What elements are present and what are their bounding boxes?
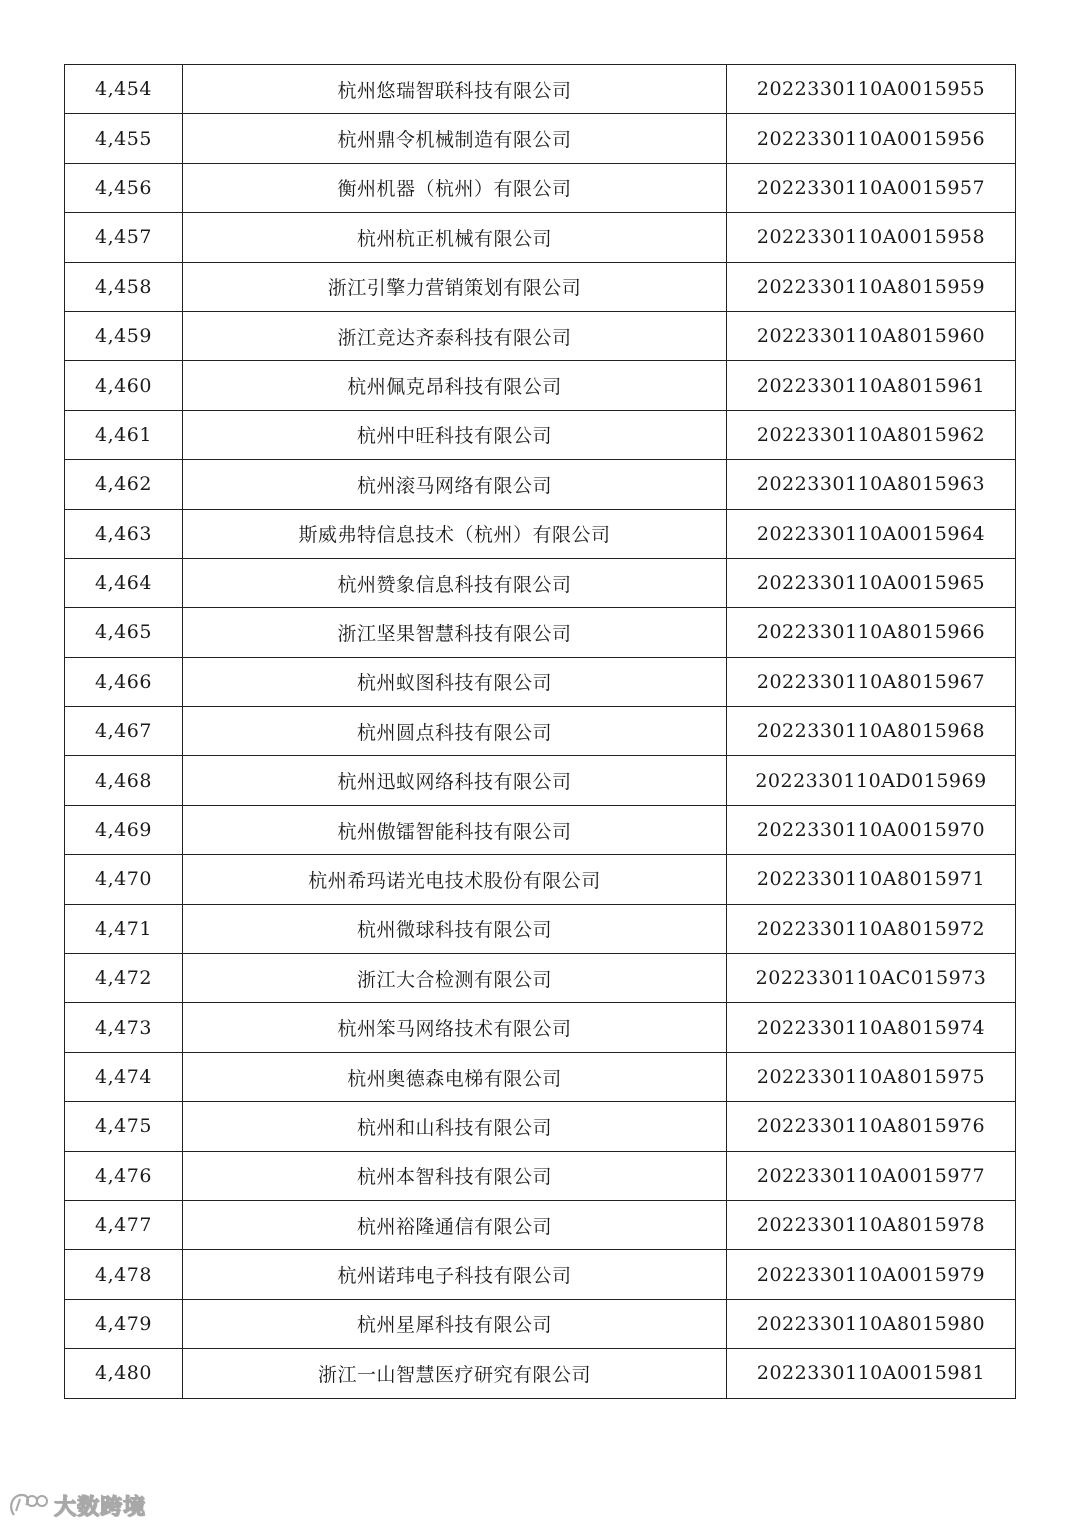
brand-logo-icon: [6, 1489, 50, 1521]
table-row: [65, 707, 1016, 756]
registration-code: 2022330110A8015978: [727, 1200, 1016, 1249]
registration-code: 2022330110A8015960: [727, 311, 1016, 360]
table-row: [65, 1151, 1016, 1200]
table-row: [65, 460, 1016, 509]
row-number: 4,480: [65, 1349, 183, 1398]
company-name: 杭州奥德森电梯有限公司: [183, 1052, 727, 1101]
row-number: 4,465: [65, 608, 183, 657]
table-row: [65, 1250, 1016, 1299]
registration-code: 2022330110A8015980: [727, 1299, 1016, 1348]
table-row: [65, 114, 1016, 163]
row-number: 4,455: [65, 114, 183, 163]
company-name: 杭州和山科技有限公司: [183, 1102, 727, 1151]
company-name: 杭州鼎令机械制造有限公司: [183, 114, 727, 163]
company-name: 杭州微球科技有限公司: [183, 904, 727, 953]
registration-code: 2022330110A8015972: [727, 904, 1016, 953]
table-row: [65, 1102, 1016, 1151]
registration-code: 2022330110A0015958: [727, 213, 1016, 262]
registration-code: 2022330110A8015975: [727, 1052, 1016, 1101]
company-name: 杭州星犀科技有限公司: [183, 1299, 727, 1348]
watermark-text: 大数跨境: [54, 1494, 147, 1520]
table-row: [65, 163, 1016, 212]
row-number: 4,462: [65, 460, 183, 509]
row-number: 4,467: [65, 707, 183, 756]
table-row: [65, 756, 1016, 805]
registration-code: 2022330110A8015971: [727, 855, 1016, 904]
company-name: 杭州滚马网络有限公司: [183, 460, 727, 509]
registration-code: 2022330110A0015981: [727, 1349, 1016, 1398]
table-row: [65, 1299, 1016, 1348]
company-name: 浙江坚果智慧科技有限公司: [183, 608, 727, 657]
registration-code: 2022330110A0015955: [727, 65, 1016, 114]
row-number: 4,468: [65, 756, 183, 805]
registration-code: 2022330110A8015976: [727, 1102, 1016, 1151]
company-name: 浙江竞达齐泰科技有限公司: [183, 311, 727, 360]
company-name: 杭州傲镭智能科技有限公司: [183, 805, 727, 854]
row-number: 4,461: [65, 410, 183, 459]
company-name: 浙江引擎力营销策划有限公司: [183, 262, 727, 311]
row-number: 4,458: [65, 262, 183, 311]
row-number: 4,478: [65, 1250, 183, 1299]
row-number: 4,464: [65, 558, 183, 607]
company-name: 杭州悠瑞智联科技有限公司: [183, 65, 727, 114]
company-name: 杭州赞象信息科技有限公司: [183, 558, 727, 607]
table-row: [65, 608, 1016, 657]
company-name: 浙江大合检测有限公司: [183, 954, 727, 1003]
row-number: 4,457: [65, 213, 183, 262]
row-number: 4,471: [65, 904, 183, 953]
registration-code: 2022330110A0015964: [727, 509, 1016, 558]
company-name: 杭州诺玮电子科技有限公司: [183, 1250, 727, 1299]
table-row: [65, 361, 1016, 410]
row-number: 4,456: [65, 163, 183, 212]
registration-code: 2022330110A0015979: [727, 1250, 1016, 1299]
row-number: 4,470: [65, 855, 183, 904]
company-name: 杭州希玛诺光电技术股份有限公司: [183, 855, 727, 904]
row-number: 4,459: [65, 311, 183, 360]
company-name: 衡州机器（杭州）有限公司: [183, 163, 727, 212]
registration-code: 2022330110AD015969: [727, 756, 1016, 805]
table-body: [65, 65, 1016, 1399]
registration-code: 2022330110A8015962: [727, 410, 1016, 459]
row-number: 4,472: [65, 954, 183, 1003]
table-row: [65, 855, 1016, 904]
company-name: 杭州中旺科技有限公司: [183, 410, 727, 459]
company-name: 杭州蚁图科技有限公司: [183, 657, 727, 706]
row-number: 4,479: [65, 1299, 183, 1348]
table-row: [65, 311, 1016, 360]
company-name: 杭州裕隆通信有限公司: [183, 1200, 727, 1249]
company-name: 斯威弗特信息技术（杭州）有限公司: [183, 509, 727, 558]
table-row: [65, 1349, 1016, 1398]
row-number: 4,475: [65, 1102, 183, 1151]
table-row: [65, 1003, 1016, 1052]
table-row: [65, 213, 1016, 262]
row-number: 4,460: [65, 361, 183, 410]
table-row: [65, 954, 1016, 1003]
row-number: 4,474: [65, 1052, 183, 1101]
registration-code: 2022330110A0015965: [727, 558, 1016, 607]
table-row: [65, 1052, 1016, 1101]
registration-code: 2022330110A8015967: [727, 657, 1016, 706]
registration-code: 2022330110A0015977: [727, 1151, 1016, 1200]
company-name: 浙江一山智慧医疗研究有限公司: [183, 1349, 727, 1398]
company-name: 杭州笨马网络技术有限公司: [183, 1003, 727, 1052]
registration-code: 2022330110A0015970: [727, 805, 1016, 854]
table-row: [65, 509, 1016, 558]
table-row: [65, 558, 1016, 607]
table-row: [65, 65, 1016, 114]
registration-code: 2022330110AC015973: [727, 954, 1016, 1003]
registration-table: [64, 64, 1016, 1399]
registration-code: 2022330110A8015959: [727, 262, 1016, 311]
registration-code: 2022330110A0015956: [727, 114, 1016, 163]
registration-code: 2022330110A8015966: [727, 608, 1016, 657]
registration-code: 2022330110A8015961: [727, 361, 1016, 410]
table-row: [65, 1200, 1016, 1249]
table-row: [65, 805, 1016, 854]
registration-code: 2022330110A8015968: [727, 707, 1016, 756]
watermark: [6, 1487, 146, 1523]
row-number: 4,466: [65, 657, 183, 706]
table-row: [65, 904, 1016, 953]
row-number: 4,473: [65, 1003, 183, 1052]
table-row: [65, 410, 1016, 459]
table-row: [65, 657, 1016, 706]
row-number: 4,463: [65, 509, 183, 558]
registration-code: 2022330110A0015957: [727, 163, 1016, 212]
company-name: 杭州本智科技有限公司: [183, 1151, 727, 1200]
company-name: 杭州佩克昂科技有限公司: [183, 361, 727, 410]
company-name: 杭州杭正机械有限公司: [183, 213, 727, 262]
row-number: 4,454: [65, 65, 183, 114]
row-number: 4,477: [65, 1200, 183, 1249]
row-number: 4,469: [65, 805, 183, 854]
table-row: [65, 262, 1016, 311]
registration-code: 2022330110A8015963: [727, 460, 1016, 509]
registration-code: 2022330110A8015974: [727, 1003, 1016, 1052]
company-name: 杭州圆点科技有限公司: [183, 707, 727, 756]
company-name: 杭州迅蚁网络科技有限公司: [183, 756, 727, 805]
row-number: 4,476: [65, 1151, 183, 1200]
